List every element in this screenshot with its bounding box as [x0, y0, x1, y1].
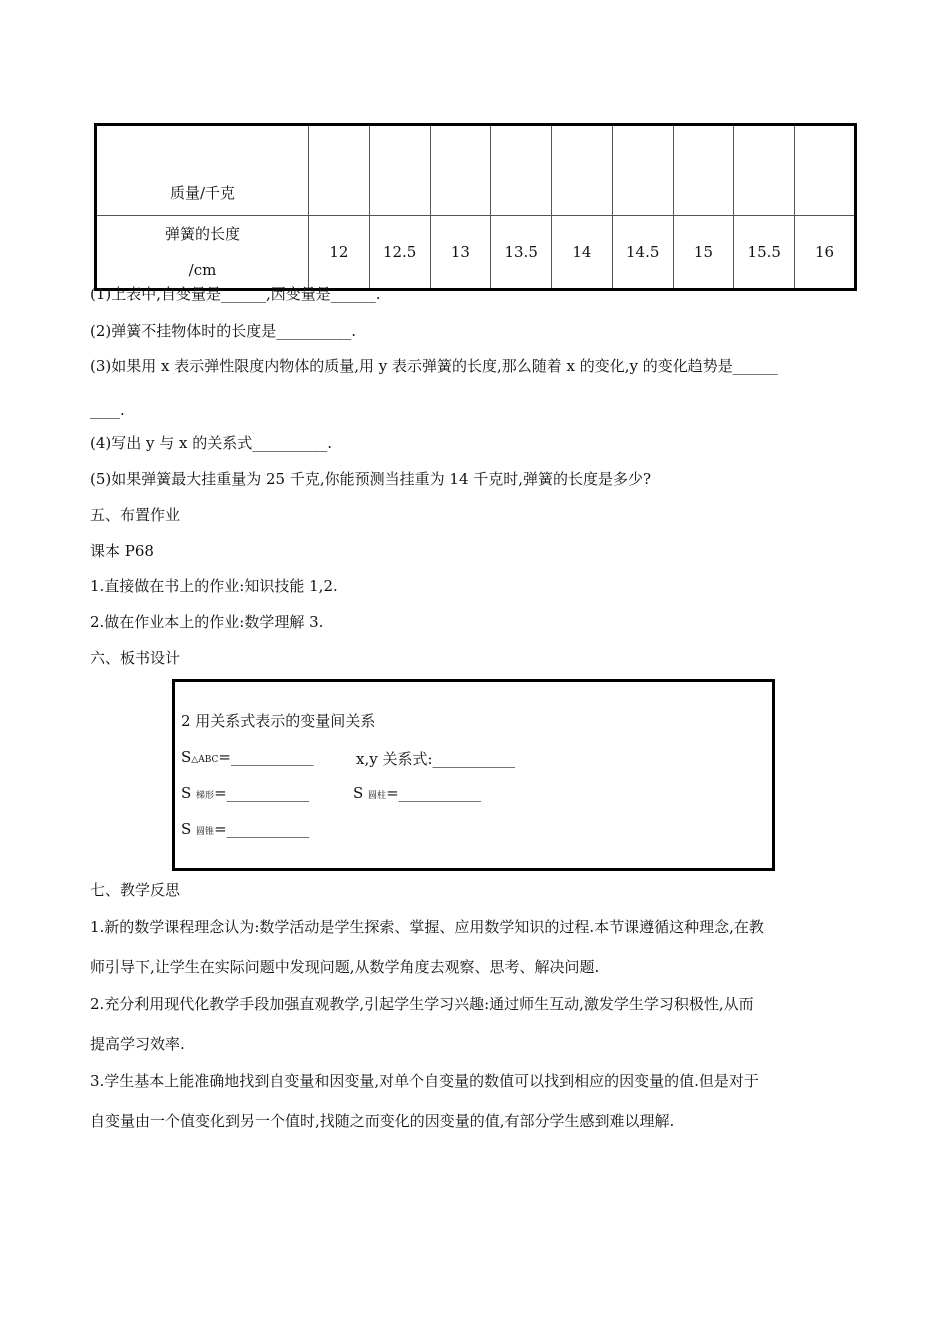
table-cell: 12.5: [369, 216, 430, 290]
trapezoid-blank: =___________: [214, 784, 310, 802]
mass-header-cell: 质量/千克: [96, 125, 309, 216]
question-3-line1: (3)如果用 x 表示弹性限度内物体的质量,用 y 表示弹簧的长度,那么随着 x 的变化,y 的变化趋势是______: [90, 357, 778, 375]
table-cell: [491, 125, 552, 216]
table-cell: [369, 125, 430, 216]
trapezoid-subscript: 梯形: [196, 791, 215, 801]
cylinder-blank: =___________: [386, 784, 482, 802]
table-row: [96, 125, 856, 216]
question-1: (1)上表中,自变量是______,因变量是______.: [90, 285, 381, 303]
reflection-p1-line1: 1.新的数学课程理念认为:数学活动是学生探索、掌握、应用数学知识的过程.本节课遵循这种理念,在教: [90, 918, 764, 936]
triangle-s: S: [181, 748, 192, 766]
table-cell: 14.5: [612, 216, 673, 290]
length-header-cell: [96, 216, 309, 290]
triangle-subscript: △ABC: [191, 755, 219, 765]
table-cell: 16: [795, 216, 856, 290]
reflection-p3-line2: 自变量由一个值变化到另一个值时,找随之而变化的因变量的值,有部分学生感到难以理解.: [90, 1112, 675, 1130]
trapezoid-s: S: [181, 784, 197, 802]
table-cell: [430, 125, 491, 216]
triangle-area-formula: [181, 748, 313, 766]
cylinder-formula: [353, 784, 481, 802]
table-cell: 15.5: [734, 216, 795, 290]
mass-length-table: [94, 123, 857, 291]
reflection-p2-line2: 提高学习效率.: [90, 1035, 185, 1053]
trapezoid-area-formula: [181, 784, 309, 802]
board-title: 2 用关系式表示的变量间关系: [181, 712, 376, 730]
cone-s: S: [181, 820, 197, 838]
question-5: (5)如果弹簧最大挂重量为 25 千克,你能预测当挂重为 14 千克时,弹簧的长度是多少?: [90, 470, 652, 488]
cylinder-subscript: 圆柱: [368, 791, 387, 801]
reflection-p2-line1: 2.充分利用现代化教学手段加强直观教学,引起学生学习兴趣:通过师生互动,激发学生学习积极性,从而: [90, 995, 754, 1013]
xy-relation-formula: x,y 关系式:___________: [356, 750, 516, 768]
table-cell: 13.5: [491, 216, 552, 290]
table-cell: [734, 125, 795, 216]
table-cell: 13: [430, 216, 491, 290]
length-header-line2: /cm: [188, 261, 217, 279]
reflection-p1-line2: 师引导下,让学生在实际问题中发现问题,从数学角度去观察、思考、解决问题.: [90, 958, 600, 976]
cylinder-s: S: [353, 784, 369, 802]
table-cell: 12: [309, 216, 370, 290]
cone-subscript: 圆锥: [196, 827, 215, 837]
table-cell: 14: [552, 216, 613, 290]
cone-blank: =___________: [214, 820, 310, 838]
reflection-p3-line1: 3.学生基本上能准确地找到自变量和因变量,对单个自变量的数值可以找到相应的因变量的值.但是对于: [90, 1072, 759, 1090]
homework-heading: 五、布置作业: [90, 506, 181, 524]
homework-book: 课本 P68: [90, 542, 154, 560]
table-cell: 15: [673, 216, 734, 290]
table-cell: [673, 125, 734, 216]
board-heading: 六、板书设计: [90, 649, 181, 667]
board-design-box: [172, 679, 775, 871]
reflection-heading: 七、教学反思: [90, 881, 181, 899]
table-cell: [795, 125, 856, 216]
triangle-blank: =___________: [218, 748, 314, 766]
homework-item-2: 2.做在作业本上的作业:数学理解 3.: [90, 613, 324, 631]
length-header-line1: 弹簧的长度: [164, 225, 240, 243]
table-row: [96, 216, 856, 290]
table-cell: [552, 125, 613, 216]
question-4: (4)写出 y 与 x 的关系式__________.: [90, 434, 333, 452]
cone-formula: [181, 820, 309, 838]
homework-item-1: 1.直接做在书上的作业:知识技能 1,2.: [90, 577, 338, 595]
table-cell: [309, 125, 370, 216]
question-2: (2)弹簧不挂物体时的长度是__________.: [90, 322, 357, 340]
table-cell: [612, 125, 673, 216]
question-3-line2: ____.: [90, 401, 125, 419]
